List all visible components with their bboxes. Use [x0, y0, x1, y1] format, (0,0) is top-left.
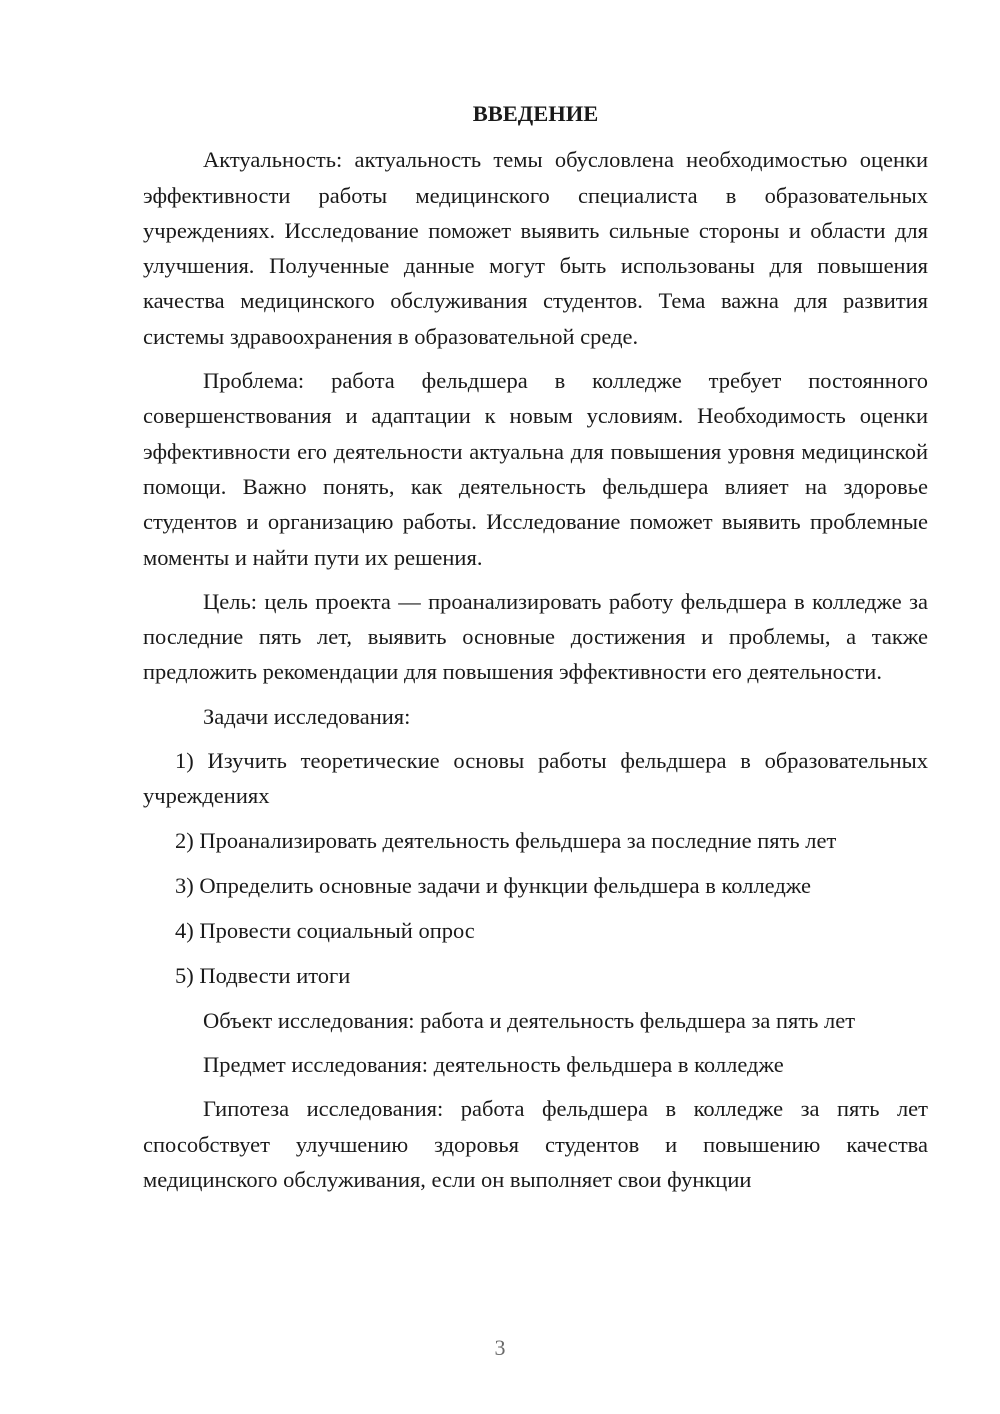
relevance-paragraph: Актуальность: актуальность темы обусловлена необходимостью оценки эффективности работы медицинского специалиста в образовательных учреждениях. Исследование поможет выявить сильные стороны и области для улучшения. Полученные данные могут быть использованы для повышения качества медицинского обслуживания студентов. Тема важна для развития системы здравоохранения в образовательной среде.: [143, 147, 928, 349]
goal-paragraph: Цель: цель проекта — проанализировать работу фельдшера в колледже за последние пять лет, выявить основные достижения и проблемы, а также предложить рекомендации для повышения эффективности его деятельности.: [143, 588, 928, 685]
problem-paragraph: Проблема: работа фельдшера в колледже требует постоянного совершенствования и адаптации к новым условиям. Необходимость оценки эффективности его деятельности актуальна для повышения уровня медицинской помощи. Важно понять, как деятельность фельдшера влияет на здоровье студентов и организацию работы. Исследование поможет выявить проблемные моменты и найти пути их решения.: [143, 368, 928, 570]
page-content: [143, 96, 928, 1206]
object-paragraph: Объект исследования: работа и деятельность фельдшера за пять лет: [203, 1007, 856, 1033]
task-item-3: 3) Определить основные задачи и функции фельдшера в колледже: [175, 873, 812, 899]
section-heading: ВВЕДЕНИЕ: [472, 101, 599, 126]
task-item-4: 4) Провести социальный опрос: [175, 918, 475, 944]
task-item-1: 1) Изучить теоретические основы работы фельдшера в образовательных учреждениях: [143, 748, 928, 809]
task-item-5: 5) Подвести итоги: [175, 962, 351, 988]
tasks-heading: Задачи исследования:: [203, 703, 411, 729]
subject-paragraph: Предмет исследования: деятельность фельдшера в колледже: [203, 1052, 784, 1078]
page-number: 3: [494, 1335, 506, 1360]
hypothesis-paragraph: Гипотеза исследования: работа фельдшера в колледже за пять лет способствует улучшению здоровья студентов и повышению качества медицинского обслуживания, если он выполняет свои функции: [143, 1096, 928, 1192]
task-item-2: 2) Проанализировать деятельность фельдшера за последние пять лет: [175, 828, 837, 854]
